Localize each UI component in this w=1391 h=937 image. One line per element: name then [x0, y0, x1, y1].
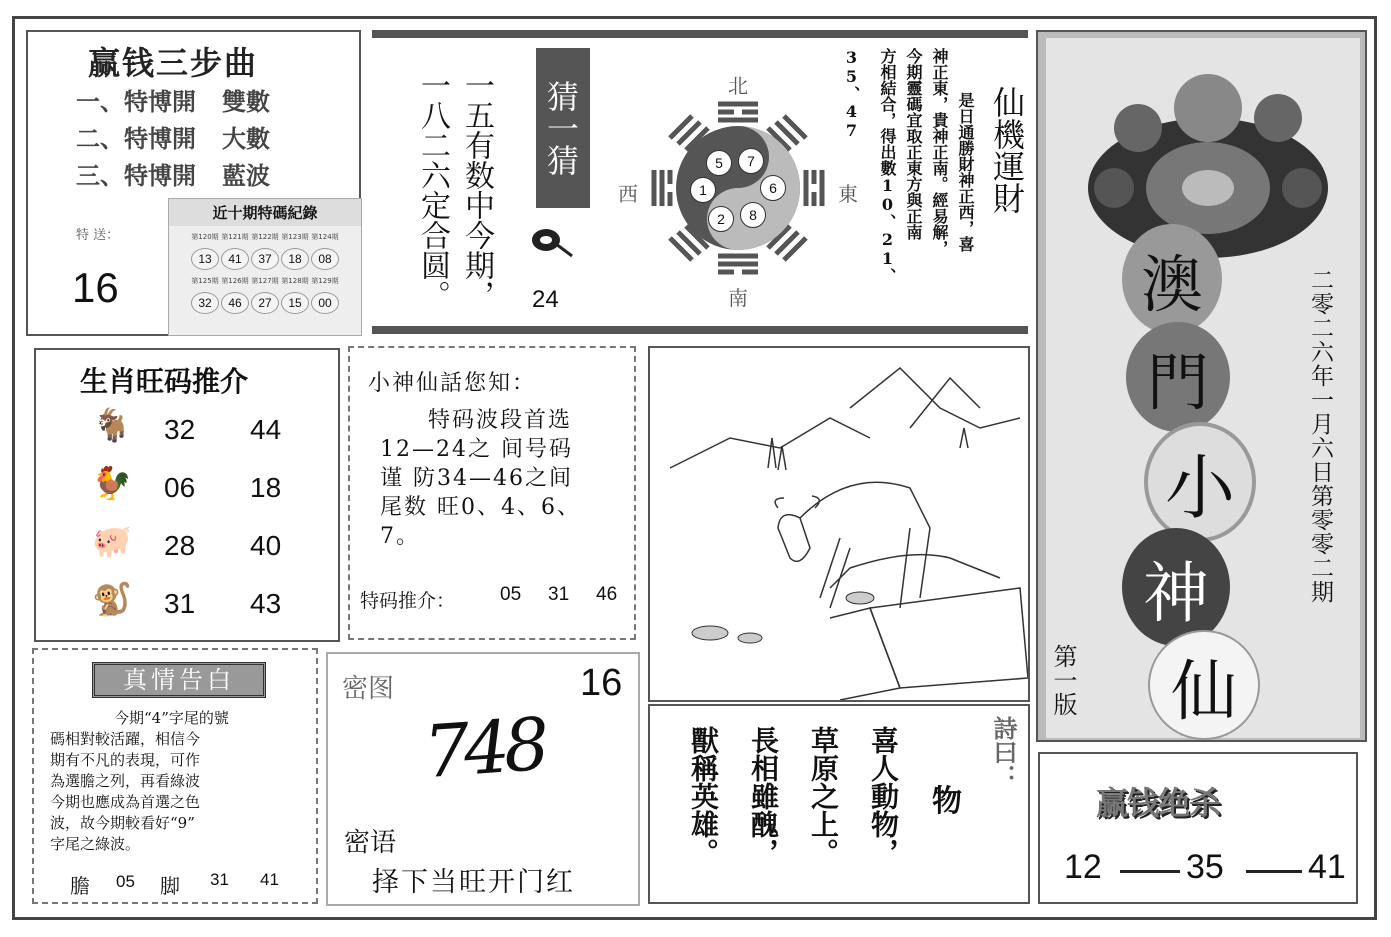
secret-panel: [326, 652, 640, 906]
dan-value: 05: [116, 872, 135, 891]
secret-map-label: 密图: [342, 674, 395, 704]
special-label: 特 送：: [76, 228, 120, 243]
bagua-number: 2: [708, 206, 734, 232]
guess-title: 猜一猜: [536, 48, 590, 208]
confession-title: 真情告白: [92, 662, 266, 698]
bagua-south: 南: [728, 286, 748, 310]
jiao-label: 脚: [160, 874, 180, 898]
record-value: 08: [311, 248, 339, 270]
record-period: 第123期: [281, 233, 309, 241]
fairy-pick-value: 46: [596, 584, 618, 605]
fairy-pick-label: 特码推介：: [360, 590, 456, 612]
record-period: 第122期: [251, 233, 279, 241]
confession-line: 碼相對較活躍，相信今: [50, 730, 201, 748]
zodiac-number: 31: [164, 588, 196, 619]
bagua-number: 7: [738, 148, 764, 174]
record-value: 27: [251, 292, 279, 314]
bagua-number: 1: [690, 177, 716, 203]
zodiac-number: 43: [250, 588, 282, 619]
brand-char: 仙: [1148, 630, 1260, 740]
steps-panel: [26, 30, 361, 336]
record-value: 00: [311, 292, 339, 314]
confession-text: [50, 708, 316, 855]
rooster-icon: 🐓: [92, 464, 132, 502]
goat-icon: 🐐: [92, 406, 132, 444]
guess-number: 24: [532, 286, 559, 313]
zodiac-number: 32: [164, 414, 196, 445]
guess-line: 一五有数中今期，: [459, 70, 494, 310]
record-title: 近十期特碼紀錄: [169, 199, 361, 226]
fairy-line: 谨 防34—46之间: [380, 466, 573, 491]
winning-number: 35: [1186, 848, 1224, 886]
poem-line: 喜人動物，: [867, 726, 900, 866]
confession-panel: [32, 648, 318, 904]
jiao-value: 41: [260, 870, 279, 889]
record-value: 46: [221, 292, 249, 314]
confession-line: 為選膽之列，再看綠波: [50, 772, 201, 790]
record-period: 第126期: [221, 277, 249, 285]
dan-label: 膽: [70, 874, 90, 898]
zodiac-number: 28: [164, 530, 196, 561]
bagua-number: 6: [760, 175, 786, 201]
fairy-line: 尾数 旺0、4、6、: [380, 495, 581, 520]
fortune-title: 仙機運財: [988, 86, 1026, 214]
confession-line: 今期“4”字尾的號: [114, 709, 229, 727]
record-value: 37: [251, 248, 279, 270]
bagua-west: 西: [618, 182, 638, 206]
fairy-panel: [348, 346, 636, 640]
confession-line: 今期也應成為首選之色: [50, 793, 201, 811]
special-value: 16: [72, 264, 119, 311]
step-item: 三、特博開 藍波: [76, 162, 270, 190]
bagua-north: 北: [728, 74, 748, 98]
fortune-line: 方相結合，得出數10、21、: [878, 48, 897, 284]
winning-number: 12: [1064, 848, 1102, 886]
brand-char: 門: [1126, 322, 1230, 432]
winning-panel: [1038, 752, 1358, 904]
brand-date: 二零二六年一月六日第零零二期: [1307, 268, 1333, 604]
poem-subject: 物: [932, 784, 962, 819]
bagua-number: 5: [706, 150, 732, 176]
confession-line: 字尾之綠波。: [50, 835, 141, 853]
fairy-title: 小神仙話您知：: [368, 371, 537, 396]
record-period: 第127期: [251, 277, 279, 285]
poem-line: 獸稱英雄。: [687, 726, 720, 866]
steps-list: [76, 84, 270, 195]
record-value: 18: [281, 248, 309, 270]
winning-number: 41: [1308, 848, 1346, 886]
fairy-line: 特码波段首选: [428, 408, 573, 433]
record-table: [168, 198, 362, 336]
poem-title: 詩曰：: [989, 716, 1018, 788]
fairy-pick-value: 05: [500, 584, 522, 605]
brand-panel: [1036, 30, 1367, 742]
record-period: 第121期: [221, 233, 249, 241]
confession-line: 期有不凡的表現，可作: [50, 751, 201, 769]
secret-scribble: 748: [421, 701, 547, 795]
brand-char: 澳: [1122, 224, 1222, 334]
steps-title: 赢钱三步曲: [88, 44, 259, 82]
record-value: 13: [191, 248, 219, 270]
snake-icon: [526, 220, 574, 264]
record-period: 第125期: [191, 277, 219, 285]
zodiac-number: 18: [250, 472, 282, 503]
bagua-diagram: [648, 98, 828, 278]
fairy-line: 7。: [380, 524, 420, 549]
dash-divider: [1120, 870, 1180, 873]
zodiac-number: 44: [250, 414, 282, 445]
record-value: 32: [191, 292, 219, 314]
bagua-east: 東: [838, 182, 858, 206]
top-rule: [372, 30, 1028, 38]
zodiac-title: 生肖旺码推介: [80, 365, 249, 398]
poem-line: 草原之上。: [807, 726, 840, 866]
fortune-line: 是日通勝財神正西，喜: [956, 92, 975, 252]
guess-poem: [456, 70, 496, 330]
step-item: 二、特博開 大數: [76, 125, 270, 153]
buffalo-illustration: [650, 348, 1028, 700]
fairy-line: 12—24之 间号码: [380, 437, 573, 462]
guess-poem: [412, 70, 452, 330]
zodiac-number: 40: [250, 530, 282, 561]
record-period: 第128期: [281, 277, 309, 285]
pig-icon: 🐖: [92, 522, 132, 560]
secret-phrase-label: 密语: [344, 828, 397, 858]
record-value: 41: [221, 248, 249, 270]
buffalo-panel: [648, 346, 1030, 702]
fairy-text: [380, 406, 630, 551]
poem-line: 長相雖醜，: [747, 726, 780, 866]
zodiac-number: 06: [164, 472, 196, 503]
brand-edition: 第一版: [1049, 644, 1077, 716]
record-value: 15: [281, 292, 309, 314]
secret-phrase: 择下当旺开门红: [372, 867, 575, 898]
brand-char: 神: [1122, 528, 1230, 646]
winning-title: 赢钱绝杀: [1096, 784, 1221, 822]
step-item: 一、特博開 雙數: [76, 88, 270, 116]
record-period: 第124期: [311, 233, 339, 241]
confession-line: 波，故今期較看好“9”: [50, 814, 195, 832]
record-period: 第129期: [311, 277, 339, 285]
fortune-line: 35、47: [842, 48, 861, 140]
monkey-icon: 🐒: [92, 580, 132, 618]
poem-panel: [648, 704, 1030, 904]
fortune-line: 今期靈碼宜取正東方與正南: [904, 48, 923, 240]
guess-line: 一八二六定合圆。: [415, 70, 450, 310]
jiao-value: 31: [210, 870, 229, 889]
dash-divider: [1246, 870, 1302, 873]
bagua-number: 8: [740, 202, 766, 228]
record-period: 第120期: [191, 233, 219, 241]
zodiac-panel: [34, 348, 340, 642]
secret-map-number: 16: [580, 662, 623, 704]
fortune-line: 神正東，貴神正南。經易解，: [930, 48, 949, 256]
fairy-pick-value: 31: [548, 584, 570, 605]
brand-char: 小: [1144, 422, 1256, 542]
